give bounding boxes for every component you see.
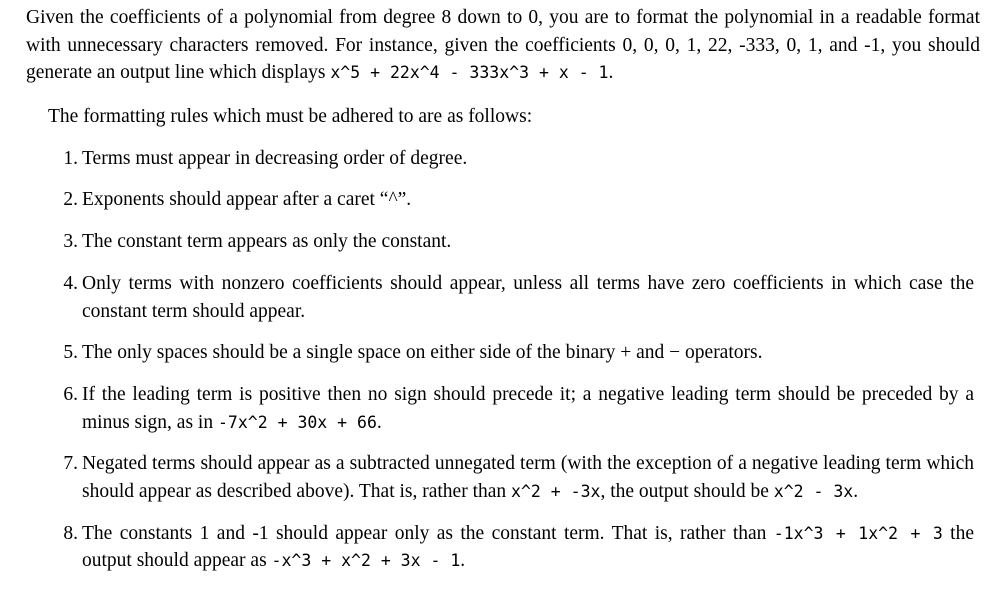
- rule-item-2: [26, 186, 980, 214]
- rule-item-3: [26, 228, 980, 256]
- rule-6-code: -7x^2 + 30x + 66: [217, 412, 377, 432]
- intro-example-code: x^5 + 22x^4 - 333x^3 + x - 1: [330, 63, 609, 83]
- rule-2-text: Exponents should appear after a caret “^”.: [82, 189, 412, 211]
- rule-item-7: [26, 450, 980, 505]
- rule-item-1: [26, 145, 980, 173]
- rule-item-8: [26, 520, 980, 575]
- rule-item-5: [26, 339, 980, 367]
- rule-1-text: Terms must appear in decreasing order of degree.: [82, 147, 468, 169]
- rules-lead-in: The formatting rules which must be adhered to are as follows:: [48, 106, 533, 128]
- rule-7-code-1: x^2 + -3x: [511, 481, 601, 501]
- rule-8-text-before: The constants 1 and -1 should appear only as the constant term. That is, rather than: [82, 522, 774, 544]
- rule-3-text: The constant term appears as only the constant.: [82, 231, 452, 253]
- rule-7-code-2: x^2 - 3x: [773, 481, 854, 501]
- rule-8-text-mid: the output should appear as: [82, 522, 974, 572]
- rule-8-code-1: -1x^3 + 1x^2 + 3: [773, 523, 943, 543]
- rule-item-6: [26, 381, 980, 436]
- rule-5-text: The only spaces should be a single space on either side of the binary + and − operators.: [82, 342, 763, 364]
- rule-8-text-after: .: [460, 550, 466, 572]
- rule-item-4: [26, 270, 980, 325]
- intro-text-part1: Given the coefficients of a polynomial from degree 8 down to 0, you are to format the polynomial in a readable format with unnecessary characters removed. For instance, given the coefficients 0, 0, 0, 1, 22, -333, 0, 1, and -1, you should generate an output line which displays: [26, 7, 980, 84]
- intro-text-part2: .: [608, 62, 614, 84]
- rule-6-text-after: .: [376, 411, 382, 433]
- rule-4-text: Only terms with nonzero coefficients should appear, unless all terms have zero coefficients in which case the constant term should appear.: [82, 272, 974, 322]
- rule-7-text-mid: , the output should be: [600, 480, 774, 502]
- rule-6-text-before: If the leading term is positive then no sign should precede it; a negative leading term should be preceded by a minus sign, as in: [82, 383, 974, 433]
- rules-list: [26, 145, 980, 575]
- rule-7-text-after: .: [853, 480, 859, 502]
- rule-7-text-before: Negated terms should appear as a subtracted unnegated term (with the exception of a negative leading term which should appear as described above). That is, rather than: [82, 453, 974, 502]
- intro-paragraph: [26, 4, 980, 87]
- rule-8-code-2: -x^3 + x^2 + 3x - 1: [271, 551, 461, 571]
